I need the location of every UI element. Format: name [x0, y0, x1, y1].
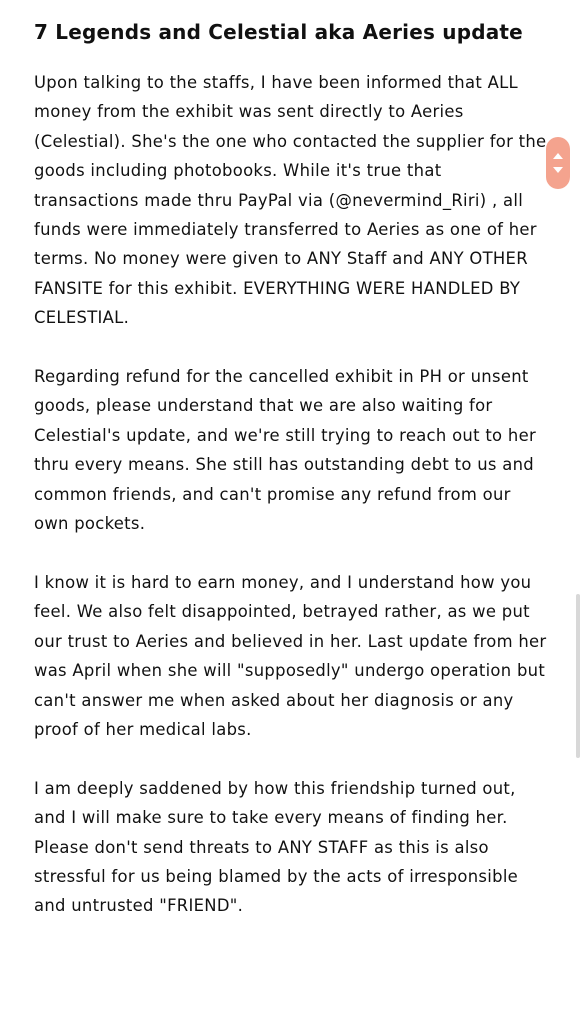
chevron-down-icon[interactable] [553, 167, 563, 173]
paragraph-1: Upon talking to the staffs, I have been informed that ALL money from the exhibit was sent directly to Aeries (Celestial). She's the one who contacted the supplier for the goods including photobooks. While it's true that transactions made thru PayPal via (@nevermind_Riri) , all funds were immediately transferred to Aeries as one of her terms. No money were given to ANY Staff and ANY OTHER FANSITE for this exhibit. EVERYTHING WERE HANDLED BY CELESTIAL. [34, 73, 547, 328]
paragraph-2: Regarding refund for the cancelled exhibit in PH or unsent goods, please understand that we are also waiting for Celestial's update, and we're still trying to reach out to her thru every means. She still has outstanding debt to us and common friends, and can't promise any refund from our own pockets. [34, 367, 536, 534]
note-body [34, 68, 550, 950]
note-title: 7 Legends and Celestial aka Aeries update [34, 20, 523, 44]
scroll-page-control[interactable] [546, 137, 570, 189]
paragraph-4: I am deeply saddened by how this friendship turned out, and I will make sure to take every means of finding her. Please don't send threats to ANY STAFF as this is also stressful for us being blamed by the acts of irresponsible and untrusted "FRIEND". [34, 778, 519, 916]
edge-panel-handle[interactable] [576, 594, 580, 758]
chevron-up-icon[interactable] [553, 153, 563, 159]
paragraph-3: I know it is hard to earn money, and I understand how you feel. We also felt disappointed, betrayed rather, as we put our trust to Aeries and believed in her. Last update from her was April when she will "supposedly" undergo operation but can't answer me when asked about her diagnosis or any proof of her medical labs. [34, 572, 547, 739]
